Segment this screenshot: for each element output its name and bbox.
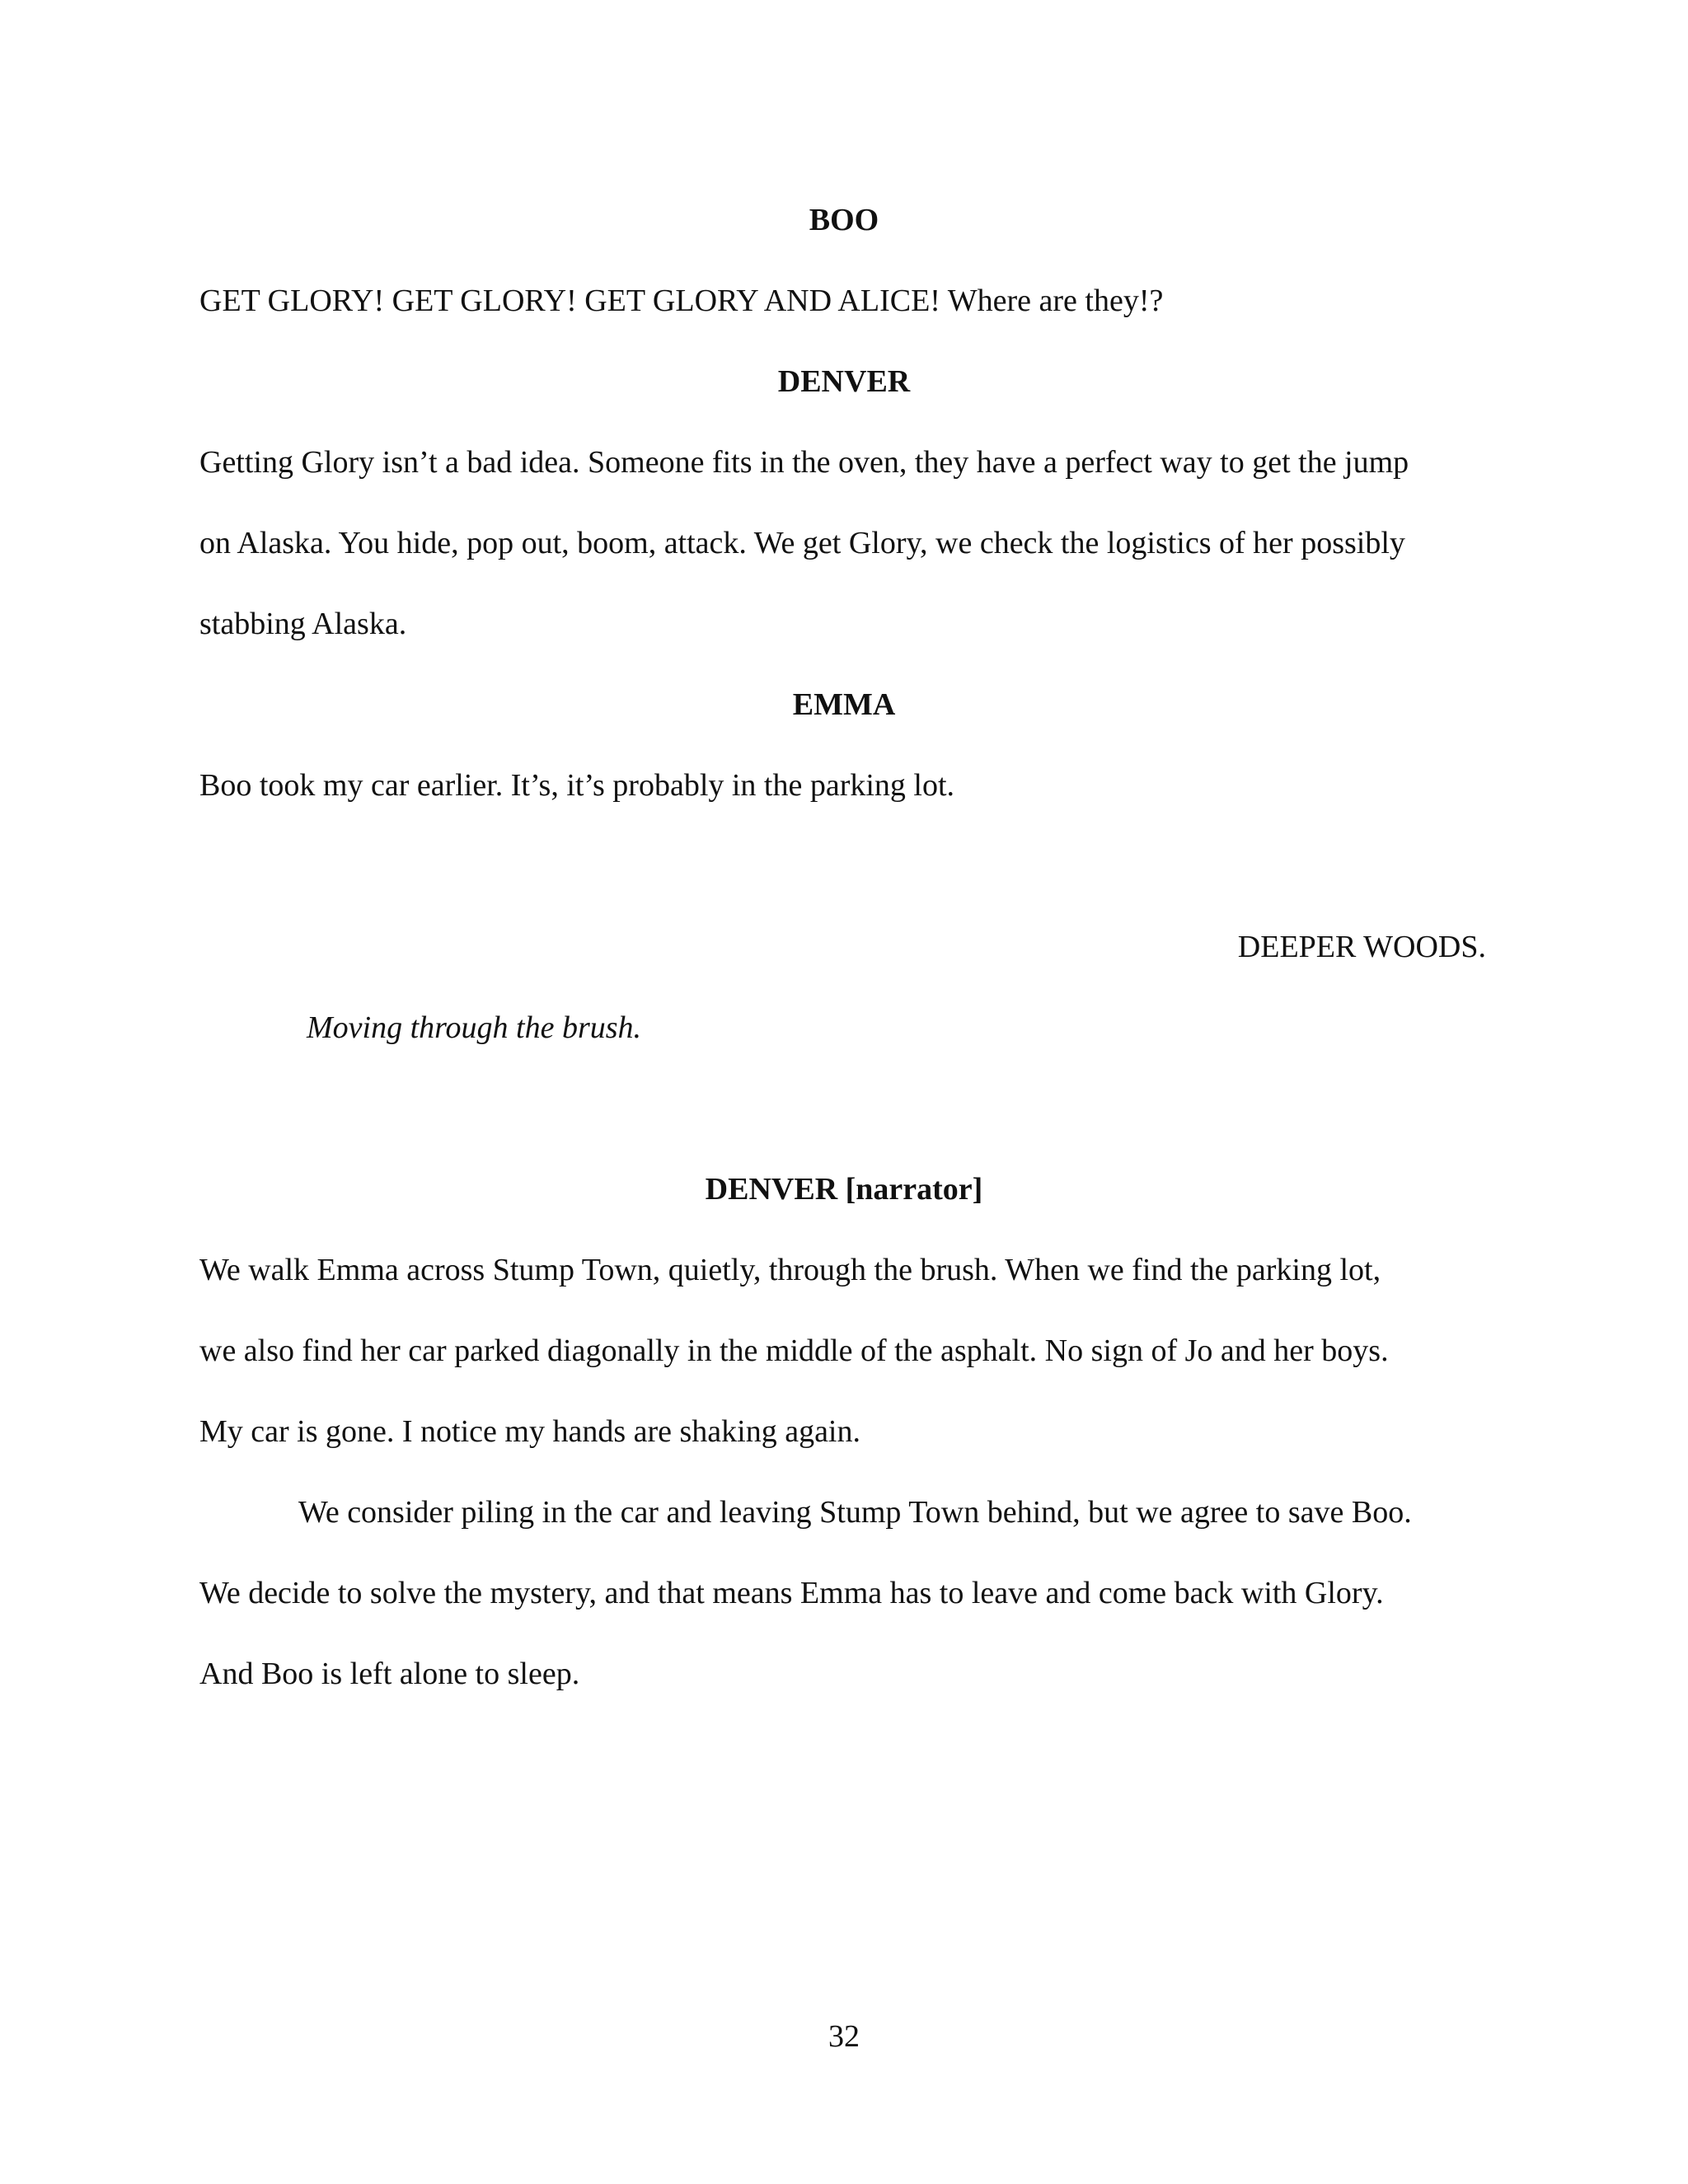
scene-heading: DEEPER WOODS. bbox=[1237, 930, 1486, 964]
dialogue-line-boo: GET GLORY! GET GLORY! GET GLORY AND ALICE! Where are they!? bbox=[199, 284, 1164, 318]
dialogue-line-denver-1: Getting Glory isn’t a bad idea. Someone fits in the oven, they have a perfect way to get the jump bbox=[199, 445, 1409, 480]
dialogue-line-denver-3: stabbing Alaska. bbox=[199, 607, 407, 641]
dialogue-line-denver-2: on Alaska. You hide, pop out, boom, attack. We get Glory, we check the logistics of her possibly bbox=[199, 526, 1405, 560]
narration-line-3: My car is gone. I notice my hands are shaking again. bbox=[199, 1414, 860, 1449]
narration-line-2: we also find her car parked diagonally in the middle of the asphalt. No sign of Jo and her boys. bbox=[199, 1333, 1389, 1368]
speaker-denver-narrator: DENVER [narrator] bbox=[705, 1172, 983, 1207]
narration-line-4: We consider piling in the car and leaving Stump Town behind, but we agree to save Boo. bbox=[298, 1495, 1412, 1530]
narration-line-6: And Boo is left alone to sleep. bbox=[199, 1657, 580, 1691]
speaker-boo: BOO bbox=[809, 203, 879, 237]
page-number: 32 bbox=[828, 2019, 860, 2054]
speaker-emma: EMMA bbox=[792, 687, 896, 722]
narration-line-1: We walk Emma across Stump Town, quietly, through the brush. When we find the parking lot, bbox=[199, 1253, 1381, 1287]
dialogue-line-emma: Boo took my car earlier. It’s, it’s probably in the parking lot. bbox=[199, 768, 955, 803]
narration-line-5: We decide to solve the mystery, and that means Emma has to leave and come back with Glory. bbox=[199, 1576, 1384, 1610]
speaker-denver: DENVER bbox=[777, 364, 911, 399]
action-line: Moving through the brush. bbox=[307, 1010, 642, 1045]
